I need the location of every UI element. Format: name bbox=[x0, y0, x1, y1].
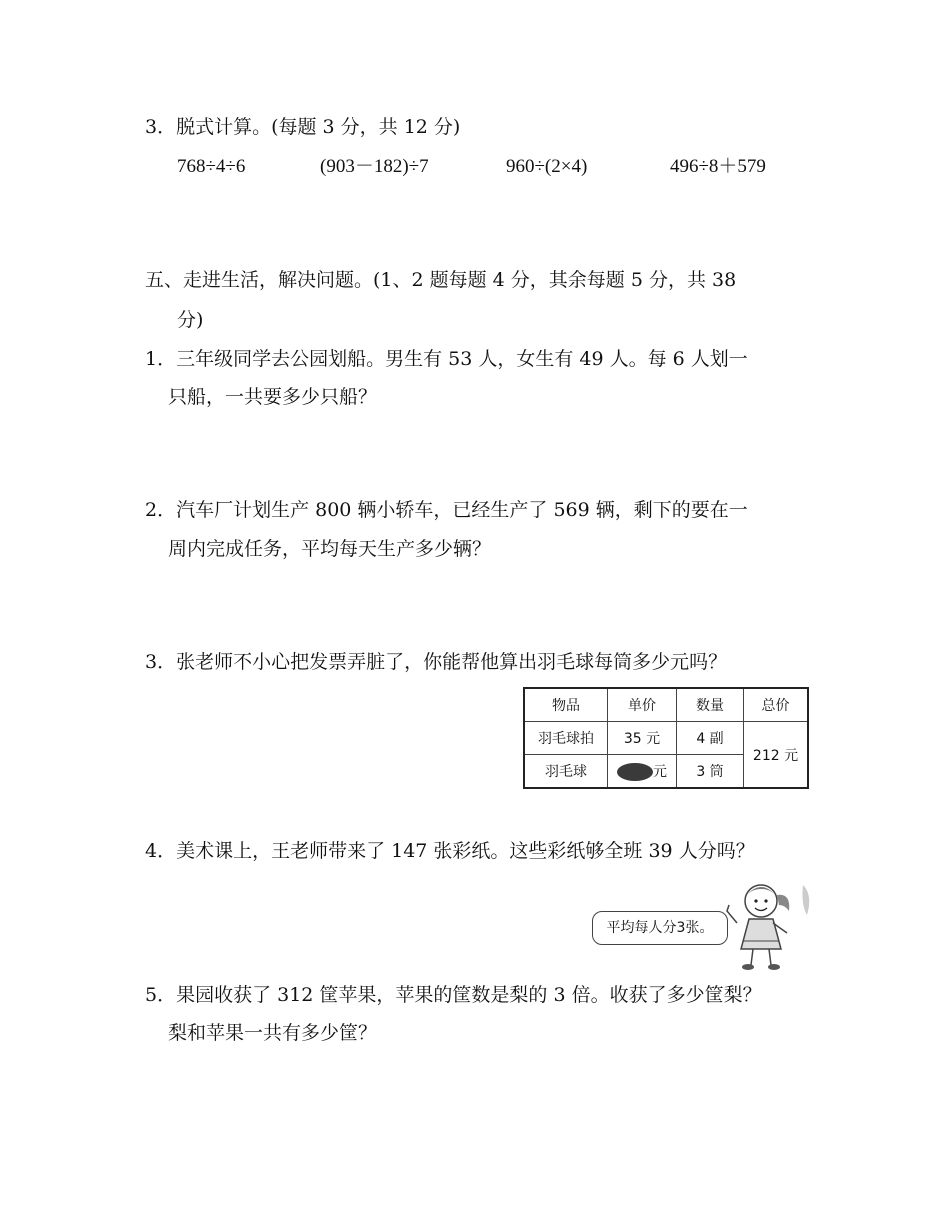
calc-expression: 960÷(2×4) bbox=[506, 156, 588, 177]
question-3: 3．张老师不小心把发票弄脏了，你能帮他算出羽毛球每筒多少元吗？ bbox=[145, 651, 728, 673]
invoice-table bbox=[523, 687, 809, 789]
table-cell: 4 副 bbox=[677, 722, 744, 755]
calc-heading: 3．脱式计算。(每题 3 分，共 12 分) bbox=[145, 116, 461, 138]
table-header: 总价 bbox=[744, 688, 809, 722]
table-cell bbox=[608, 755, 677, 789]
question-2: 2．汽车厂计划生产 800 辆小轿车，已经生产了 569 辆，剩下的要在一 bbox=[145, 499, 748, 521]
question-2-cont: 周内完成任务，平均每天生产多少辆？ bbox=[168, 538, 492, 560]
table-cell: 羽毛球拍 bbox=[524, 722, 608, 755]
calc-expression: (903－182)÷7 bbox=[320, 156, 429, 177]
section-heading: 五、走进生活，解决问题。(1、2 题每题 4 分，其余每题 5 分，共 38 bbox=[145, 269, 737, 291]
table-header: 数量 bbox=[677, 688, 744, 722]
question-5: 5．果园收获了 312 筐苹果，苹果的筐数是梨的 3 倍。收获了多少筐梨？ bbox=[145, 984, 762, 1006]
speech-bubble-text: 平均每人分3张。 bbox=[606, 920, 714, 936]
calc-expression: 768÷4÷6 bbox=[177, 156, 246, 177]
price-suffix: 元 bbox=[653, 764, 667, 780]
table-cell: 3 筒 bbox=[677, 755, 744, 789]
question-1-cont: 只船，一共要多少只船？ bbox=[168, 386, 378, 408]
table-cell: 35 元 bbox=[608, 722, 677, 755]
question-5-cont: 梨和苹果一共有多少筐？ bbox=[168, 1022, 378, 1044]
speech-bubble bbox=[592, 911, 728, 945]
table-header: 单价 bbox=[608, 688, 677, 722]
calc-expression: 496÷8＋579 bbox=[670, 156, 766, 177]
table-cell: 羽毛球 bbox=[524, 755, 608, 789]
question-4: 4．美术课上，王老师带来了 147 张彩纸。这些彩纸够全班 39 人分吗？ bbox=[145, 840, 755, 862]
table-cell-total: 212 元 bbox=[744, 722, 809, 789]
table-row bbox=[524, 722, 808, 755]
ink-stain-icon bbox=[617, 763, 653, 781]
table-header-row bbox=[524, 688, 808, 722]
question-1: 1．三年级同学去公园划船。男生有 53 人，女生有 49 人。每 6 人划一 bbox=[145, 348, 748, 370]
section-heading-cont: 分) bbox=[177, 309, 204, 331]
girl-illustration-icon bbox=[715, 875, 815, 975]
table-header: 物品 bbox=[524, 688, 608, 722]
